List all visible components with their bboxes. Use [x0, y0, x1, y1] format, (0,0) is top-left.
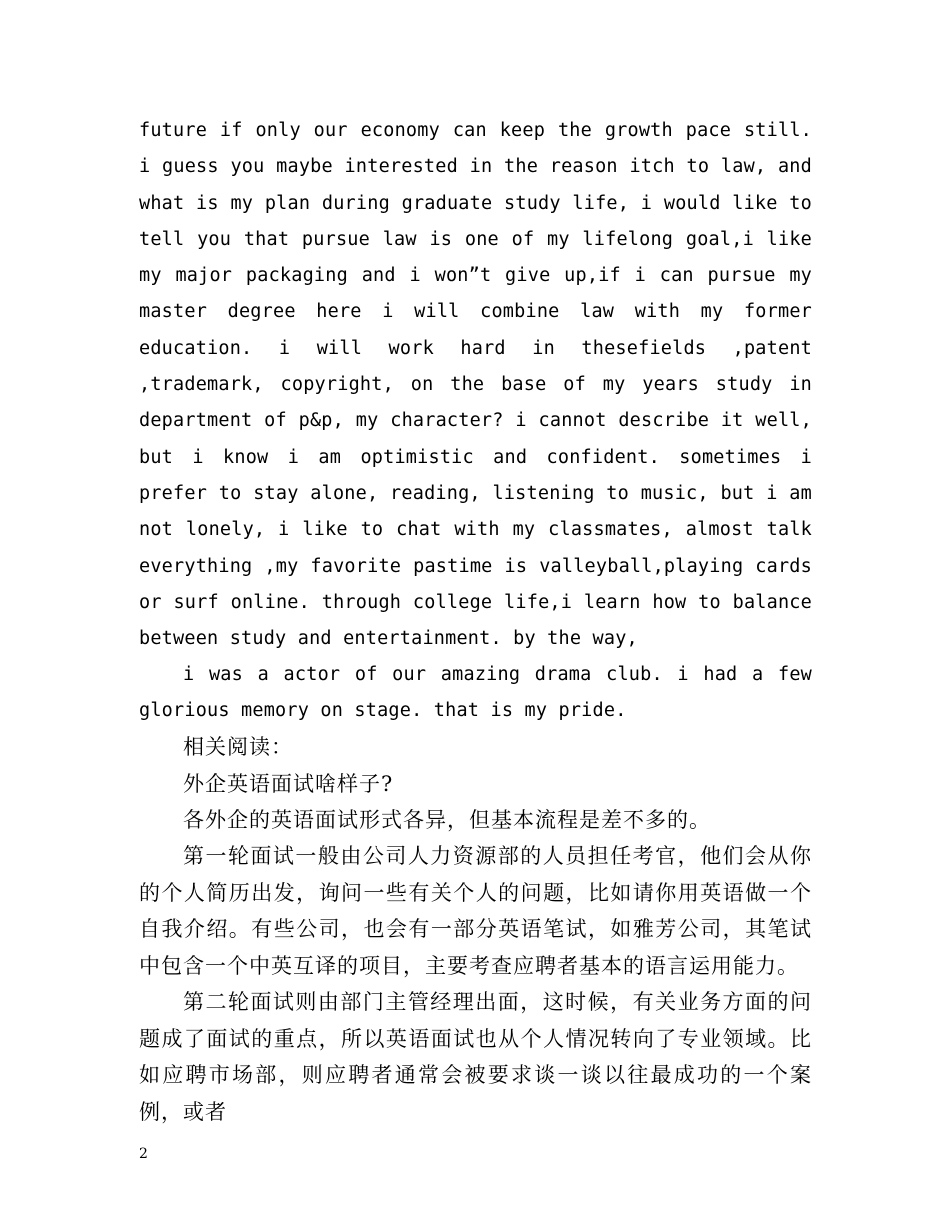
related-reading-label: 相关阅读：: [183, 735, 293, 759]
english-paragraph-2: i was a actor of our amazing drama club. i had a few glorious memory on stage. that is my pride.: [139, 664, 812, 722]
intro-sentence: 各外企的英语面试形式各异，但基本流程是差不多的。: [183, 808, 711, 832]
related-article-title: 外企英语面试啥样子?: [183, 772, 394, 796]
round-two-paragraph: 第二轮面试则由部门主管经理出面，这时候，有关业务方面的问题成了面试的重点，所以英语面试也从个人情况转向了专业领域。比如应聘市场部，则应聘者通常会被要求谈一谈以往最成功的一个案例，或者: [139, 990, 812, 1124]
round-one-paragraph: 第一轮面试一般由公司人力资源部的人员担任考官，他们会从你的个人简历出发，询问一些有关个人的问题，比如请你用英语做一个自我介绍。有些公司，也会有一部分英语笔试，如雅芳公司，其笔试中包含一个中英互译的项目，主要考查应聘者基本的语言运用能力。: [139, 844, 812, 978]
page-number: 2: [139, 1146, 148, 1162]
english-paragraph-1: future if only our economy can keep the growth pace still. i guess you maybe interested in the reason itch to law, and what is my plan during graduate study life, i would like to tell you that pursue law is one of my lifelong goal,i like my major packaging and i won”t give up,if i can pursue my master degree here i will combine law with my former education. i will work hard in thesefields ,patent ,trademark, copyright, on the base of my years study in department of p&p, my character? i cannot describe it well, but i know i am optimistic and confident. sometimes i prefer to stay alone, reading, listening to music, but i am not lonely, i like to chat with my classmates, almost talk everything ,my favorite pastime is valleyball,playing cards or surf online. through college life,i learn how to balance between study and entertainment. by the way,: [139, 120, 812, 650]
